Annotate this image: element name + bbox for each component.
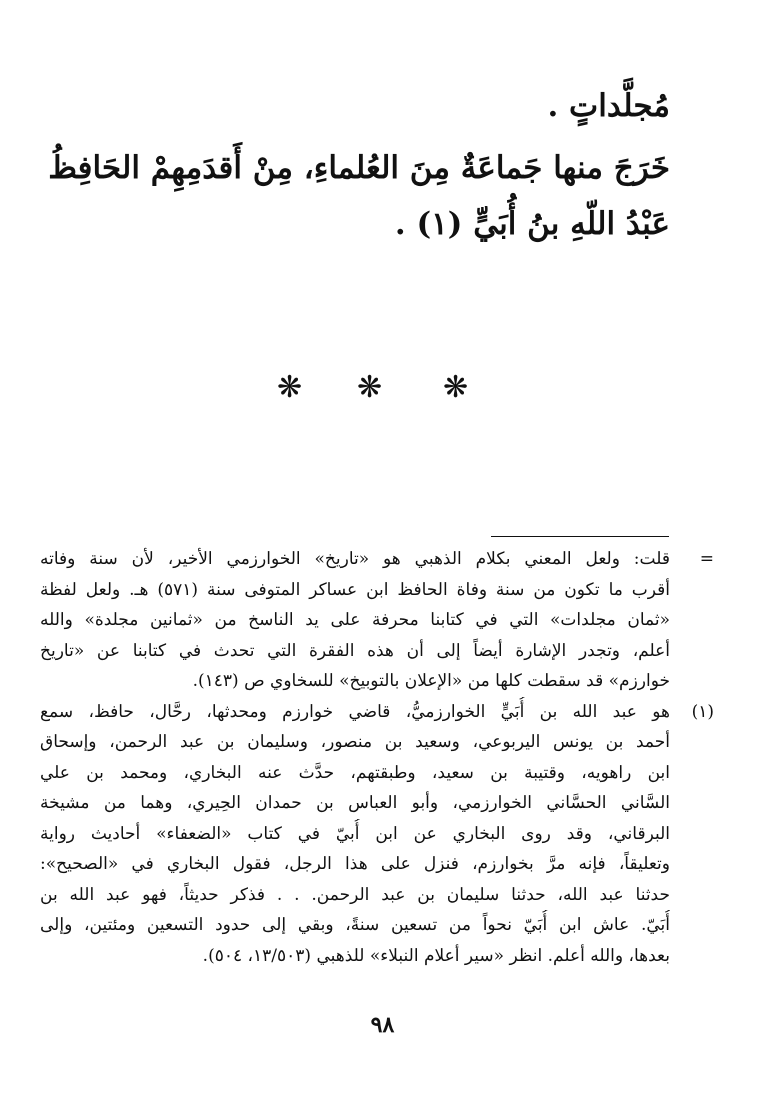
page-number: ٩٨ <box>370 1012 395 1038</box>
footnote-line: أعلم، وتجدر الإشارة أيضاً إلى أن هذه الفقرة التي تحدث في كتابنا عن «تاريخ <box>40 640 670 661</box>
main-text-line-1: مُجلَّداتٍ . <box>547 88 670 124</box>
footnote-line: ابن راهويه، وقتيبة بن سعيد، وطبقتهم، حدَّث عنه البخاري، ومحمد بن علي <box>40 762 670 783</box>
footnote-line: أحمد بن يونس اليربوعي، وسعيد بن منصور، وسليمان بن عبد الرحمن، وإسحاق <box>40 732 670 752</box>
footnote-line: حدثنا عبد الله، حدثنا سليمان بن عبد الرحمن. . . فذكر حديثاً، فهو عبد الله بن <box>40 884 670 905</box>
footnote-1 <box>40 697 714 972</box>
asterism-ornament-icon: ❋ <box>357 370 383 405</box>
main-text-line-3: عَبْدُ اللّهِ بنُ أُبَيٍّ (١) . <box>394 206 670 242</box>
footnote-line: بعدها، والله أعلم. انظر «سير أعلام النبلاء» للذهبي (١٣/٥٠٣، ٥٠٤). <box>202 945 670 966</box>
footnotes-block <box>40 544 714 971</box>
footnote-1-marker: (١) <box>691 701 714 722</box>
main-text-line-2: خَرَجَ منها جَماعَةٌ مِنَ العُلماءِ، مِنْ أَقدَمِهِمْ الحَافِظُ <box>48 150 670 186</box>
section-divider-ornaments <box>0 368 765 408</box>
footnote-line: أقرب ما تكون من سنة وفاة الحافظ ابن عساكر المتوفى سنة (٥٧١) هـ. ولعل لفظة <box>40 579 670 600</box>
footnote-line: أُبَيّ. عاش ابن أُبَيّ نحواً من تسعين سنةً، وبقي إلى حدود التسعين ومئتين، وإلى <box>40 915 670 935</box>
footnote-line: قلت: ولعل المعني بكلام الذهبي هو «تاريخ» الخوارزمي الأخير، لأن سنة وفاته <box>40 549 670 569</box>
footnote-line: خوارزم» قد سقطت كلها من «الإعلان بالتوبيخ» للسخاوي ص (١٤٣). <box>192 671 670 691</box>
footnote-line: وتعليقاً، فإنه مرَّ بخوارزم، فنزل على هذا الرجل، فقول البخاري في «الصحيح»: <box>40 854 670 874</box>
footnote-line: البرقاني، وقد روى البخاري عن ابن أُبيّ في كتاب «الضعفاء» أحاديث رواية <box>40 823 670 844</box>
asterism-ornament-icon: ❋ <box>277 370 303 405</box>
footnote-line: هو عبد الله بن أُبَيٍّ الخوارزميُّ، قاضي خوارزم ومحدثها، رحَّال، حافظ، سمع <box>40 701 670 722</box>
footnote-line: «ثمان مجلدات» التي في كتابنا محرفة على يد الناسخ من «ثمانين مجلدة» والله <box>40 610 670 630</box>
footnote-line: السَّاني الحسَّاني الخوارزمي، وأبو العباس بن حمدان الحِيري، وهما من مشيخة <box>40 793 670 813</box>
footnote-continuation <box>40 544 714 697</box>
asterism-ornament-icon: ❋ <box>443 370 469 405</box>
footnote-continuation-marker: = <box>699 549 714 569</box>
footnote-separator <box>491 536 669 537</box>
